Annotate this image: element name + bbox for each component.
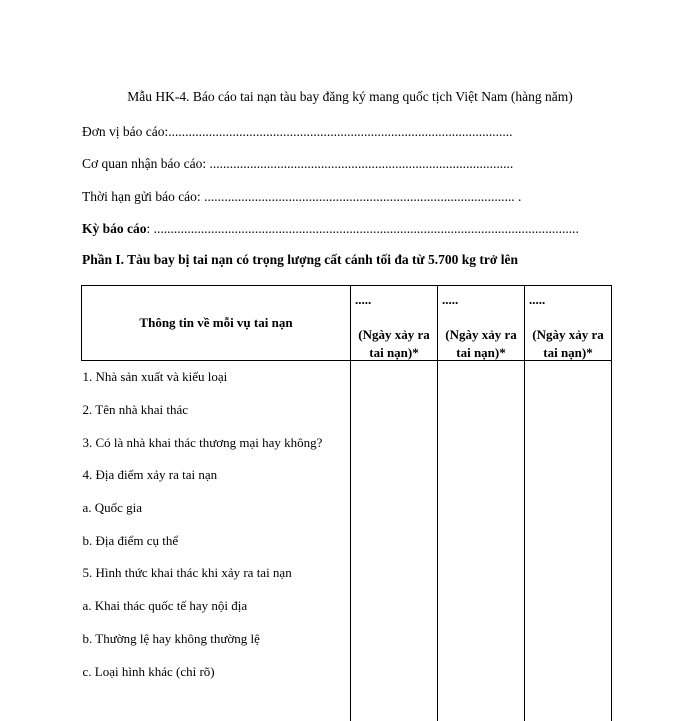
row-value-cell[interactable]: [351, 394, 438, 427]
header-date-col-1: [351, 286, 438, 361]
table-row: [82, 459, 612, 492]
date-label: (Ngày xảy ra tai nạn)*: [358, 327, 430, 360]
row-label: a. Quốc gia: [82, 492, 351, 525]
row-value-cell[interactable]: [525, 623, 612, 656]
row-value-cell[interactable]: [351, 688, 438, 721]
row-value-cell[interactable]: [438, 623, 525, 656]
row-value-cell[interactable]: [351, 524, 438, 557]
row-value-cell[interactable]: [525, 688, 612, 721]
row-value-cell[interactable]: [525, 524, 612, 557]
row-value-cell[interactable]: [351, 623, 438, 656]
date-dots: .....: [529, 292, 546, 307]
date-label: (Ngày xảy ra tai nạn)*: [445, 327, 517, 360]
row-value-cell[interactable]: [438, 655, 525, 688]
row-value-cell[interactable]: [438, 492, 525, 525]
row-value-cell[interactable]: [525, 492, 612, 525]
row-label: [82, 688, 351, 721]
row-value-cell[interactable]: [351, 557, 438, 590]
table-header-row: [82, 286, 612, 361]
row-label: b. Thường lệ hay không thường lệ: [82, 623, 351, 656]
date-dots: .....: [442, 292, 459, 307]
row-label: 5. Hình thức khai thác khi xảy ra tai nạn: [82, 557, 351, 590]
row-value-cell[interactable]: [351, 655, 438, 688]
row-value-cell[interactable]: [438, 590, 525, 623]
row-label: 2. Tên nhà khai thác: [82, 394, 351, 427]
reporting-unit-label: Đơn vị báo cáo:: [82, 124, 169, 139]
report-period-label: Kỳ báo cáo: [82, 221, 147, 236]
row-value-cell[interactable]: [438, 394, 525, 427]
row-value-cell[interactable]: [438, 361, 525, 394]
row-value-cell[interactable]: [525, 394, 612, 427]
table-row: [82, 426, 612, 459]
table-row: [82, 655, 612, 688]
row-value-cell[interactable]: [525, 361, 612, 394]
row-value-cell[interactable]: [351, 459, 438, 492]
row-label: c. Loại hình khác (chỉ rõ): [82, 655, 351, 688]
date-label: (Ngày xảy ra tai nạn)*: [532, 327, 604, 360]
table-row: [82, 361, 612, 394]
row-value-cell[interactable]: [438, 426, 525, 459]
table-row: [82, 524, 612, 557]
table-row: [82, 623, 612, 656]
table-row: [82, 557, 612, 590]
row-value-cell[interactable]: [351, 590, 438, 623]
row-label: b. Địa điểm cụ thể: [82, 524, 351, 557]
section-title: Phần I. Tàu bay bị tai nạn có trọng lượng cất cánh tối đa từ 5.700 kg trở lên: [82, 252, 518, 267]
row-value-cell[interactable]: [438, 524, 525, 557]
header-date-col-3: [525, 286, 612, 361]
row-value-cell[interactable]: [438, 459, 525, 492]
row-value-cell[interactable]: [438, 688, 525, 721]
row-value-cell[interactable]: [525, 426, 612, 459]
date-dots: .....: [355, 292, 372, 307]
row-label: 3. Có là nhà khai thác thương mại hay không?: [82, 426, 351, 459]
table-row: [82, 590, 612, 623]
report-period-dots: : ..............................................................................................................................: [146, 221, 579, 236]
header-info-cell: Thông tin về mỗi vụ tai nạn: [82, 286, 351, 361]
row-value-cell[interactable]: [525, 655, 612, 688]
deadline-dots: ............................................................................................ .: [200, 189, 522, 204]
receiving-agency-label: Cơ quan nhận báo cáo:: [82, 156, 207, 171]
deadline-label: Thời hạn gửi báo cáo:: [82, 189, 201, 204]
row-label: a. Khai thác quốc tế hay nội địa: [82, 590, 351, 623]
table-row: [82, 688, 612, 721]
row-value-cell[interactable]: [351, 492, 438, 525]
row-label: 4. Địa điểm xảy ra tai nạn: [82, 459, 351, 492]
row-value-cell[interactable]: [525, 557, 612, 590]
table-row: [82, 492, 612, 525]
accident-table: [81, 285, 612, 721]
row-value-cell[interactable]: [525, 459, 612, 492]
receiving-agency-dots: ..........................................................................................: [206, 156, 514, 171]
table-row: [82, 394, 612, 427]
reporting-unit-dots: ......................................................................................................: [168, 124, 513, 139]
form-title: Mẫu HK-4. Báo cáo tai nạn tàu bay đăng ký mang quốc tịch Việt Nam (hàng năm): [127, 89, 573, 104]
row-value-cell[interactable]: [351, 426, 438, 459]
row-value-cell[interactable]: [351, 361, 438, 394]
header-date-col-2: [438, 286, 525, 361]
row-label: 1. Nhà sản xuất và kiểu loại: [82, 361, 351, 394]
reporting-unit-field: [82, 124, 513, 140]
deadline-field: [82, 189, 521, 205]
row-value-cell[interactable]: [438, 557, 525, 590]
report-period-field: [82, 221, 579, 237]
receiving-agency-field: [82, 156, 513, 172]
row-value-cell[interactable]: [525, 590, 612, 623]
